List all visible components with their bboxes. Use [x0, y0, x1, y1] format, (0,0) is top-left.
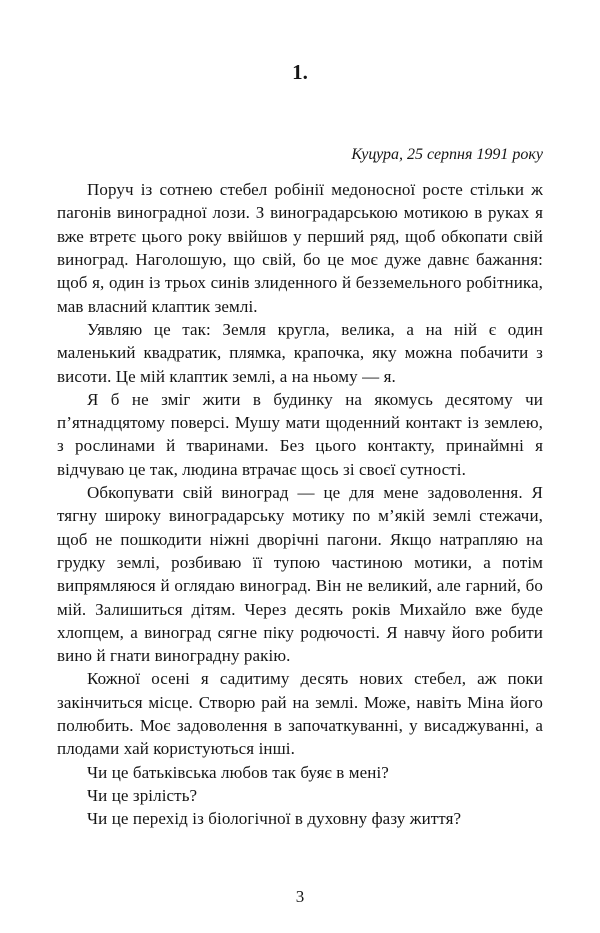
paragraph: Обкопувати свій виноград — це для мене задоволення. Я тягну широку виноградарську мотику по м’якій землі стежачи, щоб не пошкодити ніжні дворічні пагони. Якщо натрапляю на грудку землі, розбиваю її тупою частиною мотики, а потім випрямляюся й оглядаю виноград. Він не великий, але гарний, бо мій. Залишиться дітям. Через десять років Михайло вже буде хлопцем, а виноград сягне піку родючості. Я навчу його робити вино й гнати виноградну ракію. — [57, 483, 543, 666]
paragraph: Я б не зміг жити в будинку на якомусь десятому чи п’ятнадцятому поверсі. Мушу мати щоденний контакт із землею, з рослинами й тваринами. Без цього контакту, принаймні я відчуваю це так, людина втрачає щось зі своєї сутності. — [57, 389, 543, 479]
paragraph: Поруч із сотнею стебел робінії медоносної росте стільки ж пагонів виноградної лози. З виноградарською мотикою в руках я вже втретє цього року ввійшов у перший ряд, щоб обкопати свій виноград. Наголошую, що свій, бо це моє дуже давнє бажання: щоб я, один із трьох синів злиденного й безземельного робітника, мав власний клаптик землі. — [57, 180, 543, 316]
paragraph: Чи це зрілість? — [87, 785, 198, 805]
chapter-number: 1. — [292, 60, 308, 84]
dateline: Куцура, 25 серпня 1991 року — [351, 146, 543, 163]
paragraph: Чи це перехід із біологічної в духовну фазу життя? — [87, 809, 462, 829]
paragraph: Кожної осені я садитиму десять нових стебел, аж поки закінчиться місце. Створю рай на землі. Може, навіть Міна його полюбить. Моє задоволення в започаткуванні, у висаджуванні, а плодами хай користуються інші. — [57, 669, 543, 759]
paragraph: Уявляю це так: Земля кругла, велика, а на ній є один маленький квадратик, плямка, крапочка, яку можна побачити з висоти. Це мій клаптик землі, а на ньому — я. — [57, 319, 543, 386]
page-number: 3 — [295, 887, 305, 906]
body-text — [57, 178, 543, 830]
paragraph: Чи це батьківська любов так буяє в мені? — [87, 762, 389, 782]
